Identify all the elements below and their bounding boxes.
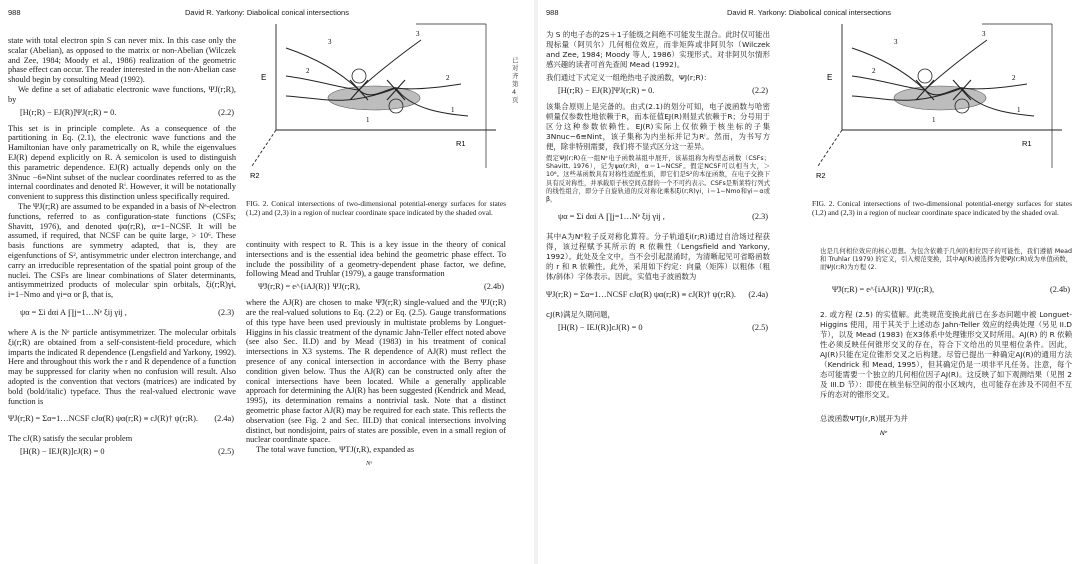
paragraph: This set is in principle complete. As a consequence of the partitioning in Eq. (2.1), the electronic wave functions and the Hamiltonian have only parametrically on R, while the eigenvalues EJ(R) depend explicitly on R. A semicolon is used to distinguish this parametric dependence. EJ(R) actually depends only on the 3Nnuc −6≡Nint subset of the nuclear coordinates referred to as the internal coordinates and denoted Rⁱ. However, it will be notationally convenient to suppress this distinction unless specifically required. <box>8 123 236 202</box>
figure-caption <box>812 200 1072 218</box>
axis-label-e: E <box>261 73 267 82</box>
equation-formula: Ψ̃J(r;R) = e^{iAJ(R)} ΨJ(r;R), <box>258 282 361 292</box>
figure-2 <box>812 18 1072 198</box>
paragraph: 该集合原则上是完备的。由式(2.1)的划分可知，电子波函数与哈密顿量仅参数性地依赖于R，而本征值EJ(R)则显式依赖于R；分号用于区分这种参数依赖性。EJ(R)实际上仅依赖于核坐标的子集3Nnuc−6≡Nint，该子集称为内坐标并记为Rⁱ。然而，为书写方便，除非特别需要，我们将不显式区分这一差异。 <box>546 102 770 151</box>
state-label: 1 <box>451 106 455 114</box>
state-label: 3 <box>894 38 898 46</box>
paragraph: state with total electron spin S can never mix. In this case only the scalar (Abelian), as opposed to the matrix or non-Abelian (Wilczek and Zee, 1984; Moody et al., 1986) realization of the geometric phase effect can occur. The reader interested in the non-Abelian case should begin by consulting Mead (1992). <box>8 36 236 85</box>
page-number: 988 <box>8 8 21 17</box>
right-column-2 <box>820 248 1072 438</box>
r2-axis <box>252 130 276 166</box>
equation-number: (2.3) <box>752 212 768 222</box>
equation-2-4b <box>820 285 1072 298</box>
surface-3 <box>286 40 421 90</box>
axis-label-r1: R1 <box>1022 139 1032 148</box>
equation-formula: ψα = Σi dαi A ∏j=1…Nᵉ ξij γij , <box>558 212 665 222</box>
equation-2-5 <box>546 323 770 336</box>
caption-text: FIG. 2. Conical intersections of two-dimensional potential-energy surfaces for states (1,2) and (2,3) in a region of nuclear coordinate space indicated by the shaded oval. <box>812 199 1072 217</box>
axis-label-r1: R1 <box>456 139 466 148</box>
footnote-mark: Nᵉ <box>366 459 373 467</box>
paragraph: The total wave function, ΨTJ(r,R), expanded as <box>256 445 415 455</box>
paragraph: 我们通过下式定义一组绝热电子波函数，ΨJ(r;R)： <box>546 73 711 82</box>
state-label: 3 <box>416 30 420 38</box>
equation-2-4a <box>8 409 236 431</box>
figure-caption <box>246 200 506 218</box>
footnote-mark: Nᵉ <box>880 428 888 437</box>
state-label: 1 <box>1017 106 1021 114</box>
margin-annotation: 已对齐第4页 <box>512 56 519 104</box>
equation-formula: ΨJ(r;R) = Σα=1…NCSF cJα(R) ψα(r;R) ≡ cJ(R)† ψ(r;R). <box>546 290 736 300</box>
paragraph: where A is the Nᵉ particle antisymmetrizer. The molecular orbitals ξi(r;R) are obtained from a self-consistent-field procedure, which imparts the indicated R dependence (Lengsfield and Yarkony, 1992). Here and throughout this work the r and R dependence of a function may be suppressed for clarity when no confusion will result. Also adopted is the convention that vectors (matrices) are indicated by bold (bold/italic) typeface. Thus the real-valued electronic wave function is <box>8 327 236 406</box>
state-label: 1 <box>932 116 936 124</box>
paragraph: The cJ(R) satisfy the secular problem <box>8 434 133 444</box>
equation-number: (2.5) <box>218 447 234 457</box>
equation-2-2 <box>8 108 236 121</box>
left-column-1 <box>8 36 236 463</box>
equation-number: (2.4b) <box>1049 284 1070 294</box>
paragraph: We define a set of adiabatic electronic wave functions, ΨJ(r;R), by <box>8 84 236 104</box>
right-page <box>538 0 1080 564</box>
equation-2-3 <box>8 303 236 325</box>
running-head: David R. Yarkony: Diabolical conical intersections <box>727 8 891 17</box>
paragraph: where the AJ(R) are chosen to make Ψ̃J(r;R) single-valued and the ΨJ(r;R) are the real-valued solutions to Eq. (2.2) or Eq. (2.5). Gauge transformations of this type have been used previously in multistate problems by Longuet-Higgins in his classic treatment of the dynamic Jahn-Teller effect noted above (see also Sec. II.D) and by Mead (1983) in his treatment of conical intersections in X3 systems. The R dependence of AJ(R) must reflect the presence of any conical intersection in accordance with the Berry phase condition given below. Thus the AJ(R) can be constructed only after the conical intersections have been located. While a generally applicable approach for determining the AJ(R) has been suggested (Kendrick and Mead, 1995), its determination remains a nontrivial task. Note that a distinct geometric phase factor AJ(R) may be required for each state. This reflects the observation (see Fig. 2 and Sec. III.D) that conical intersections involving distinct, but nondisjoint, pairs of states are possible, even in a small region of nuclear coordinate space. <box>246 298 506 445</box>
conical-intersection-diagram <box>812 18 1072 198</box>
r2-axis <box>818 130 842 166</box>
equation-number: (2.4a) <box>214 414 234 424</box>
equation-2-5 <box>8 447 236 460</box>
state-label: 2 <box>446 74 450 82</box>
equation-formula: [H(r;R) − EJ(R)]ΨJ(r;R) = 0. <box>558 86 655 95</box>
equation-2-3 <box>546 207 770 229</box>
state-label: 2 <box>872 67 876 75</box>
axis-label-e: E <box>827 73 833 82</box>
paragraph: 假定ΨJ(r;R)在一组Nᵉ电子函数基组中展开，该基组称为构型态函数（CSFs；Shavitt, 1976），记为ψα(r;R)，α＝1−NCSF。假定NCSF可以相当大，＞10⁶。这些基函数具有对称性适配性质，即它们是S²的本征函数，在电子交换下具有反对称性，并承载原子核空间点群的一个不可约表示。CSFs是斯莱特行列式的线性组合，即分子自旋轨道的反对称化乘积ξi(r;R)γi，i＝1−Nmo和γi＝α或β， <box>546 155 770 204</box>
state-label: 3 <box>982 30 986 38</box>
equation-formula: ψα = Σi dαi A ∏j=1…Nᵉ ξij γij , <box>20 307 127 317</box>
equation-number: (2.2) <box>752 86 768 95</box>
axis-label-r2: R2 <box>816 171 826 180</box>
paragraph: 2. 或方程 (2.5) 的实值解。此类规范变换此前已在多态问题中被 Longuet-Higgins 使用，用于其关于上述动态 Jahn-Teller 效应的经典处理（另见 II.D 节），以及 Mead (1983) 在X3体系中处理锥形交叉时所用。AJ(R) 的 R 依赖性必须反映任何锥形交叉的存在，符合下文给出的贝里相位条件。因此，AJ(R)只能在定位锥形交叉之后构建。尽管已提出一种确定AJ(R)的通用方法（Kendrick 和 Mead, 1995），但其确定仍是一项非平凡任务。注意，每个态可能需要一个独立的几何相位因子AJ(R)。这反映了如下观测结果（见图 2 及 III.D 节）：即使在核坐标空间的很小区域内，也可能存在涉及不同但不互斥的态对的锥形交叉。 <box>820 309 1072 399</box>
surface-3 <box>852 40 987 90</box>
equation-2-4a <box>546 285 770 307</box>
equation-formula: [H(R) − IEJ(R)]cJ(R) = 0 <box>558 323 643 333</box>
state-label: 2 <box>306 67 310 75</box>
paragraph: 也是几何相位效应的核心思想。为包含依赖于几何的相位因子的可能性，我们遵循 Mead 和 Truhlar (1979) 的定义，引入规范变换，其中AJ(R)被选择为使Ψ̃J(r;R)成为单值函数，而ΨJ(r;R)为方程 (2. <box>820 248 1072 272</box>
paragraph: 总波函数ΨTJ(r,R)展开为并 <box>820 413 908 423</box>
conical-intersection-diagram <box>246 18 506 198</box>
state-label: 1 <box>366 116 370 124</box>
paragraph: continuity with respect to R. This is a key issue in the theory of conical intersections and is the essential idea behind the geometric phase effect. To include the possibility of a geometry-dependent phase factor, we define, following Mead and Truhlar (1979), a gauge transformation <box>246 240 506 279</box>
equation-number: (2.4b) <box>483 282 504 292</box>
equation-2-4b <box>246 282 506 295</box>
paragraph: cJ(R)满足久期问题， <box>546 310 615 320</box>
state-label: 2 <box>1012 74 1016 82</box>
page-number: 988 <box>546 8 559 17</box>
state-label: 3 <box>328 38 332 46</box>
left-page <box>0 0 534 564</box>
equation-formula: ΨJ(r;R) = Σα=1…NCSF cJα(R) ψα(r;R) ≡ cJ(R)† ψ(r;R). <box>8 414 198 424</box>
equation-formula: Ψ̃J(r;R) = e^{iAJ(R)} ΨJ(r;R), <box>832 284 935 294</box>
paragraph: 为 S 的电子态的2S＋1子能级之间绝不可能发生混合。此时仅可能出现标量（阿贝尔）几何相位效应，而非矩阵或非阿贝尔（Wilczek and Zee, 1984; Moody 等人, 1986）实现形式。对非阿贝尔情形感兴趣的读者可首先查阅 Mead (1992)。 <box>546 30 770 69</box>
equation-number: (2.4a) <box>748 290 768 300</box>
equation-number: (2.2) <box>218 107 234 117</box>
cone-top <box>352 69 366 83</box>
equation-formula: [H(R) − IEJ(R)]cJ(R) = 0 <box>20 447 105 457</box>
cone-top <box>918 69 932 83</box>
equation-number: (2.3) <box>218 307 234 317</box>
running-head: David R. Yarkony: Diabolical conical intersections <box>185 8 349 17</box>
axis-label-r2: R2 <box>250 171 260 180</box>
left-column-2 <box>246 240 506 469</box>
right-column-1 <box>546 30 770 339</box>
caption-text: FIG. 2. Conical intersections of two-dimensional potential-energy surfaces for states (1,2) and (2,3) in a region of nuclear coordinate space indicated by the shaded oval. <box>246 199 506 217</box>
paragraph: 其中A为Nᵉ粒子反对称化算符。分子轨道ξi(r;R)通过自洽场过程获得，该过程赋予其所示的 R 依赖性（Lengsfield and Yarkony, 1992）。此处及全文中，当不会引起混淆时，为清晰起见可省略函数的 r 和 R 依赖性。此外，采用如下约定：向量（矩阵）以粗体（粗体/斜体）字体表示。因此，实值电子波函数为 <box>546 232 770 282</box>
equation-number: (2.5) <box>752 323 768 333</box>
equation-formula: [H(r;R) − EJ(R)]ΨJ(r;R) = 0. <box>20 107 117 117</box>
equation-2-2 <box>546 86 770 99</box>
figure-2 <box>246 18 506 198</box>
paragraph: The ΨJ(r;R) are assumed to be expanded in a basis of Nᵉ-electron functions, referred to as configuration-state functions (CSFs; Shavitt, 1976), and denoted ψα(r;R), α=1−NCSF. It will be assumed, if required, that NCSF can be quite large, > 10⁶. These basis functions are symmetry adapted, that is, they are eigenfunctions of S², antisymmetric under electron interchange, and carry an irreducible representation of the spatial point group of the nuclei. The CSFs are linear combinations of Slater determinants, antisymmetrized products of molecular spin orbitals, ξi(r;R)γi, i=1−Nmo and γi=α or β, that is, <box>8 201 236 300</box>
